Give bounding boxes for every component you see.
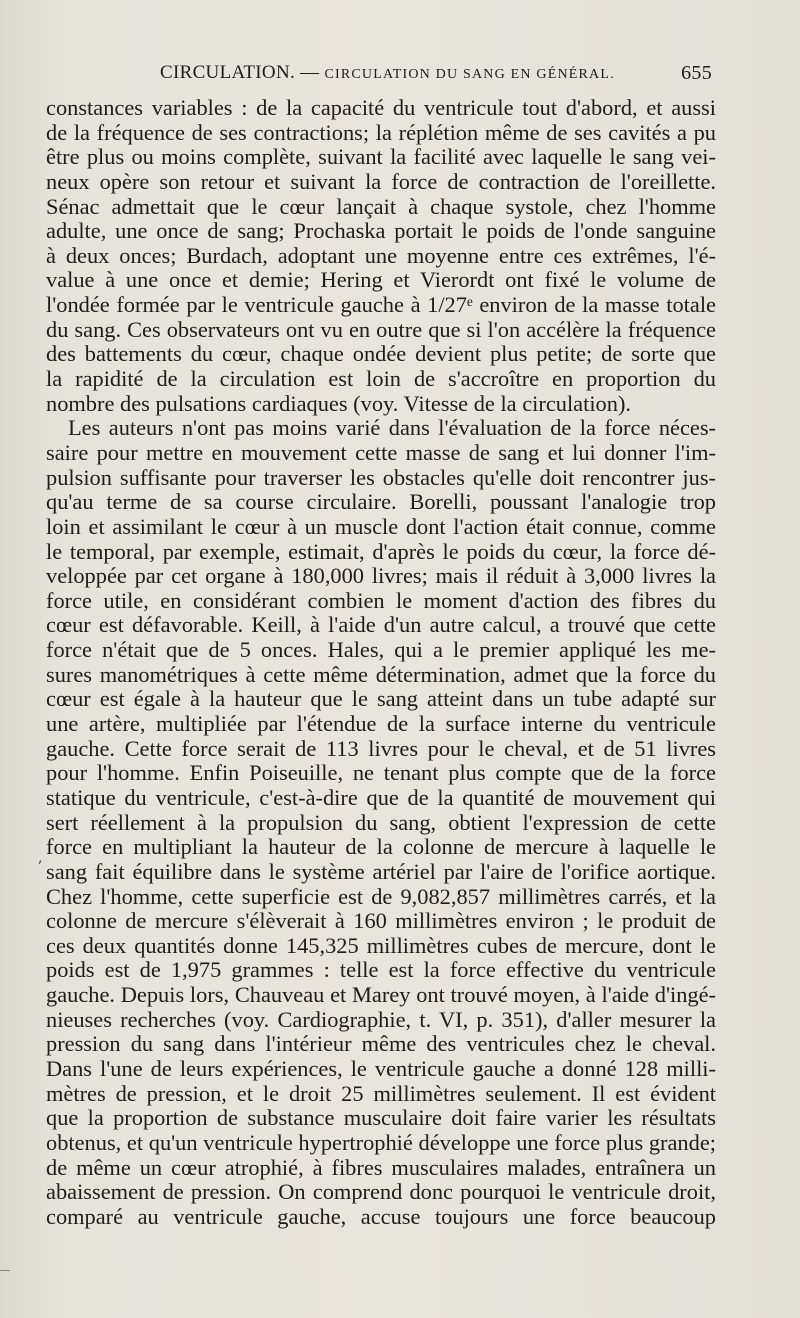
text-line: sang fait équilibre dans le système artériel par l'aire de l'orifice aortique.: [46, 858, 716, 884]
text-line: value à une once et demie; Hering et Vierordt ont fixé le volume de: [46, 267, 716, 293]
text-line: force en multipliant la hauteur de la colonne de mercure à laquelle le: [46, 834, 716, 860]
page-edge-rule: [0, 1270, 10, 1271]
section-subtitle: CIRCULATION DU SANG EN GÉNÉRAL.: [324, 67, 615, 82]
text-line: la rapidité de la circulation est loin de s'accroître en proportion du: [46, 366, 716, 392]
text-line: abaissement de pression. On comprend donc pourquoi le ventricule droit,: [46, 1179, 716, 1205]
text-line: que la proportion de substance musculaire doit faire varier les résultats: [46, 1105, 716, 1131]
text-line: sures manométriques à cette même détermination, admet que la force du: [46, 661, 716, 687]
text-line: pulsion suffisante pour traverser les obstacles qu'elle doit rencontrer jus-: [46, 464, 716, 490]
text-line: colonne de mercure s'élèverait à 160 millimètres environ ; le produit de: [46, 908, 716, 934]
text-line: comparé au ventricule gauche, accuse toujours une force beaucoup: [46, 1203, 716, 1229]
text-line: nieuses recherches (voy. Cardiographie, t. VI, p. 351), d'aller mesurer la: [46, 1006, 716, 1032]
text-line: pression du sang dans l'intérieur même des ventricules chez le cheval.: [46, 1031, 716, 1057]
margin-mark: ,: [38, 850, 43, 866]
text-line: Les auteurs n'ont pas moins varié dans l'évaluation de la force néces-: [68, 415, 716, 441]
text-line: Sénac admettait que le cœur lançait à chaque systole, chez l'homme: [46, 193, 716, 219]
text-line: une artère, multipliée par l'étendue de la surface interne du ventricule: [46, 711, 716, 737]
text-line: qu'au terme de sa course circulaire. Borelli, poussant l'analogie trop: [46, 489, 716, 515]
text-line: le temporal, par exemple, estimait, d'après le poids du cœur, la force dé-: [46, 538, 716, 564]
text-line: être plus ou moins complète, suivant la facilité avec laquelle le sang vei-: [46, 144, 716, 170]
text-line: poids est de 1,975 grammes : telle est la force effective du ventricule: [46, 957, 716, 983]
text-line: loin et assimilant le cœur à un muscle dont l'action était connue, comme: [46, 513, 716, 539]
running-head: [160, 62, 720, 88]
text-line: à deux onces; Burdach, adoptant une moyenne entre ces extrêmes, l'é-: [46, 242, 716, 268]
text-line: obtenus, et qu'un ventricule hypertrophié développe une force plus grande;: [46, 1129, 716, 1155]
text-line: ces deux quantités donne 145,325 millimètres cubes de mercure, dont le: [46, 932, 716, 958]
text-line: Chez l'homme, cette superficie est de 9,082,857 millimètres carrés, et la: [46, 883, 716, 909]
text-line: nombre des pulsations cardiaques (voy. Vitesse de la circulation).: [46, 390, 631, 416]
text-line: gauche. Depuis lors, Chauveau et Marey ont trouvé moyen, à l'aide d'ingé-: [46, 982, 716, 1008]
text-line: constances variables : de la capacité du ventricule tout d'abord, et aussi: [46, 95, 716, 120]
text-line: force n'était que de 5 onces. Hales, qui a le premier appliqué les me-: [46, 637, 716, 663]
text-line: saire pour mettre en mouvement cette masse de sang et lui donner l'im-: [46, 439, 716, 465]
text-line: neux opère son retour et suivant la force de contraction de l'oreillette.: [46, 168, 716, 194]
header-dash: —: [300, 62, 320, 83]
text-line: des battements du cœur, chaque ondée devient plus petite; de sorte que: [46, 341, 716, 367]
text-line: mètres de pression, et le droit 25 millimètres seulement. Il est évident: [46, 1080, 716, 1106]
text-line: l'ondée formée par le ventricule gauche à 1/27ᵉ environ de la masse totale: [46, 292, 716, 318]
text-line: Dans l'une de leurs expériences, le ventricule gauche a donné 128 milli-: [46, 1055, 716, 1081]
chapter-title: CIRCULATION.: [160, 62, 296, 83]
text-line: de la fréquence de ses contractions; la réplétion même de ses cavités a pu: [46, 119, 716, 145]
text-line: gauche. Cette force serait de 113 livres pour le cheval, et de 51 livres: [46, 735, 716, 761]
text-line: adulte, une once de sang; Prochaska portait le poids de l'onde sanguine: [46, 218, 716, 244]
text-line: force utile, en considérant combien le moment d'action des fibres du: [46, 587, 716, 613]
text-line: sert réellement à la propulsion du sang, obtient l'expression de cette: [46, 809, 716, 835]
text-line: pour l'homme. Enfin Poiseuille, ne tenant plus compte que de la force: [46, 760, 716, 786]
running-head-title: [160, 62, 615, 84]
text-line: de même un cœur atrophié, à fibres musculaires malades, entraînera un: [46, 1154, 716, 1180]
text-line: veloppée par cet organe à 180,000 livres; mais il réduit à 3,000 livres la: [46, 563, 716, 589]
text-line: statique du ventricule, c'est-à-dire que de la quantité de mouvement qui: [46, 784, 716, 810]
text-line: du sang. Ces observateurs ont vu en outre que si l'on accélère la fréquence: [46, 316, 716, 342]
page-number: 655: [681, 62, 712, 84]
body-text: [46, 96, 716, 1229]
text-line: cœur est défavorable. Keill, à l'aide d'un autre calcul, a trouvé que cette: [46, 612, 716, 638]
text-line: cœur est égale à la hauteur que le sang atteint dans un tube adapté sur: [46, 686, 716, 712]
